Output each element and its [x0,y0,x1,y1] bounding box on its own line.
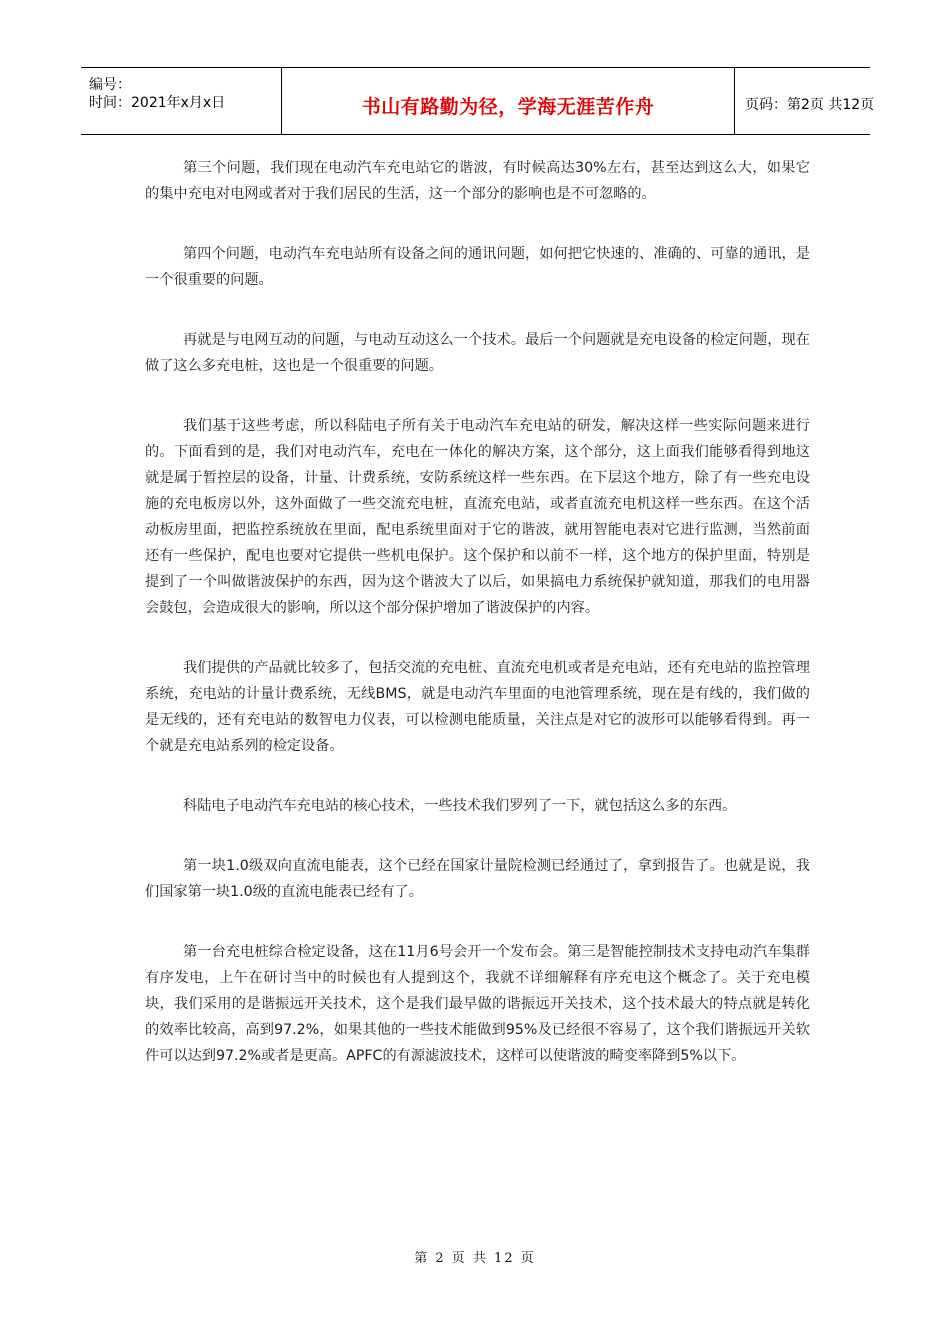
header-motto-cell [282,68,735,134]
page-number-label: 页码：第2页 共12页 [745,97,875,113]
paragraph: 再就是与电网互动的问题，与电动互动这么一个技术。最后一个问题就是充电设备的检定问题，现在做了这么多充电桩，这也是一个很重要的问题。 [145,332,810,374]
header-info-cell [81,68,282,134]
paragraph: 第一台充电桩综合检定设备，这在11月6号会开一个发布会。第三是智能控制技术支持电动汽车集群有序发电，上午在研讨当中的时候也有人提到这个，我就不详细解释有序充电这个概念了。关于充电模块，我们采用的是谐振远开关技术，这个是我们最早做的谐振远开关技术，这个技术最大的特点就是转化的效率比较高，高到97.2%，如果其他的一些技术能做到95%及已经很不容易了，这个我们谐振远开关软件可以达到97.2%或者是更高。APFC的有源滤波技术，这样可以使谐波的畸变率降到5%以下。 [145,944,810,1064]
paragraph: 第三个问题，我们现在电动汽车充电站它的谐波，有时候高达30%左右，甚至达到这么大，如果它的集中充电对电网或者对于我们居民的生活，这一个部分的影响也是不可忽略的。 [145,160,810,202]
document-body [145,155,810,1103]
paragraph: 第四个问题，电动汽车充电站所有设备之间的通讯问题，如何把它快速的、准确的、可靠的通讯，是一个很重要的问题。 [145,246,810,288]
header-page-cell [735,68,875,134]
motto-text: 书山有路勤为径，学海无涯苦作舟 [361,96,655,118]
paragraph: 第一块1.0级双向直流电能表，这个已经在国家计量院检测已经通过了，拿到报告了。也就是说，我们国家第一块1.0级的直流电能表已经有了。 [145,858,810,900]
date-label: 时间：2021年x月x日 [89,95,226,111]
paragraph: 我们提供的产品就比较多了，包括交流的充电桩、直流充电机或者是充电站，还有充电站的监控管理系统，充电站的计量计费系统，无线BMS，就是电动汽车里面的电池管理系统，现在是有线的，我们做的是无线的，还有充电站的数智电力仪表，可以检测电能质量，关注点是对它的波形可以能够看得到。再一个就是充电站系列的检定设备。 [145,660,810,754]
document-header [81,67,875,135]
paragraph: 科陆电子电动汽车充电站的核心技术，一些技术我们罗列了一下，就包括这么多的东西。 [183,798,737,814]
serial-number-label: 编号： [89,77,131,93]
page-footer: 第 2 页 共 12 页 [414,1251,536,1266]
paragraph: 我们基于这些考虑，所以科陆电子所有关于电动汽车充电站的研发，解决这样一些实际问题来进行的。下面看到的是，我们对电动汽车，充电在一体化的解决方案，这个部分，这上面我们能够看得到地这就是属于暂控层的设备，计量、计费系统，安防系统这样一些东西。在下层这个地方，除了有一些充电设施的充电板房以外，这外面做了一些交流充电桩，直流充电站，或者直流充电机这样一些东西。在这个活动板房里面，把监控系统放在里面，配电系统里面对于它的谐波，就用智能电表对它进行监测，当然前面还有一些保护，配电也要对它提供一些机电保护。这个保护和以前不一样，这个地方的保护里面，特别是提到了一个叫做谐波保护的东西，因为这个谐波大了以后，如果搞电力系统保护就知道，那我们的电用器会鼓包，会造成很大的影响，所以这个部分保护增加了谐波保护的内容。 [145,418,810,616]
